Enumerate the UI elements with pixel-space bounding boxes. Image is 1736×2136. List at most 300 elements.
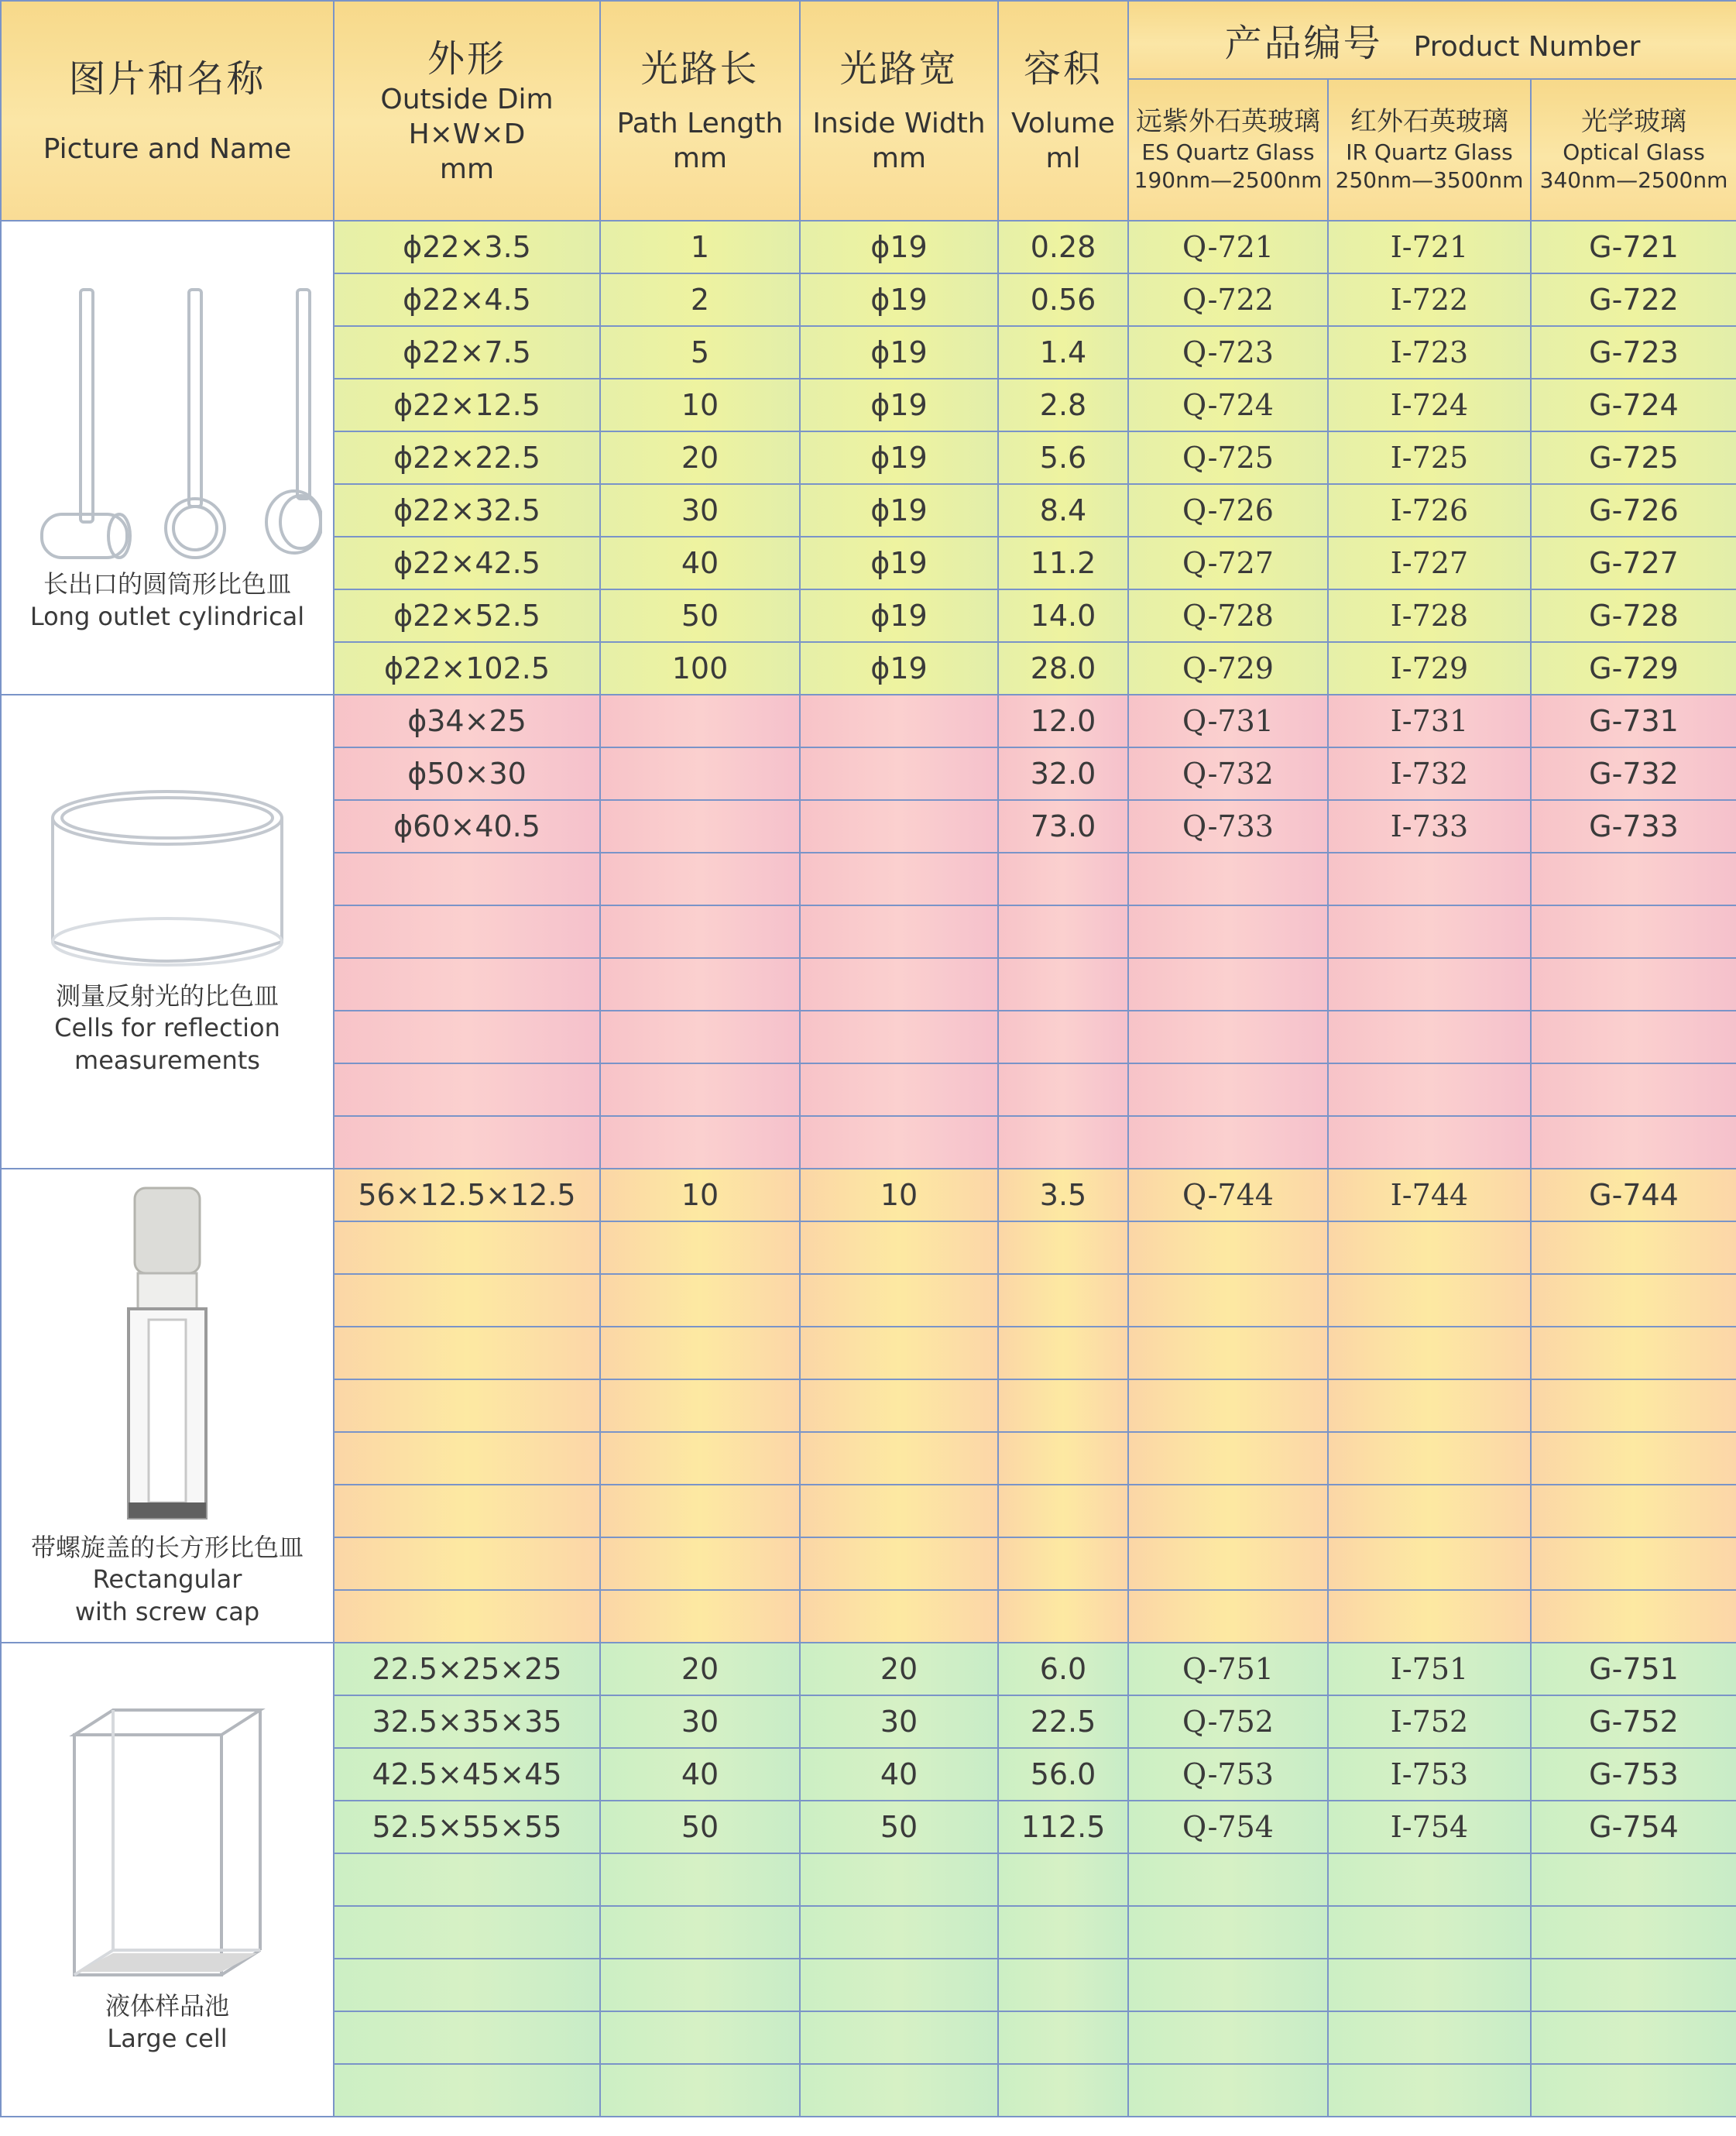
- cell-inside-width: [800, 1221, 998, 1274]
- cell-ir-quartz-number: I-729: [1328, 642, 1531, 695]
- cell-path-length: [600, 1906, 800, 1959]
- cell-es-quartz-number: Q-722: [1128, 273, 1328, 326]
- cell-inside-width: 50: [800, 1801, 998, 1853]
- cell-outside-dim: [334, 1379, 600, 1432]
- cell-outside-dim: [334, 1590, 600, 1643]
- cell-outside-dim: [334, 958, 600, 1011]
- cell-outside-dim: 22.5×25×25: [334, 1643, 600, 1695]
- cell-optical-glass-number: [1531, 1274, 1736, 1327]
- cell-path-length: [600, 2011, 800, 2064]
- cell-path-length: [600, 1221, 800, 1274]
- cell-volume: 2.8: [998, 379, 1128, 431]
- header-vol-cn: 容积: [1023, 47, 1103, 91]
- cell-es-quartz-number: [1128, 1011, 1328, 1063]
- cell-ir-quartz-number: [1328, 1590, 1531, 1643]
- cell-optical-glass-number: [1531, 2011, 1736, 2064]
- cell-outside-dim: [334, 1063, 600, 1116]
- cell-path-length: [600, 747, 800, 800]
- cell-optical-glass-number: G-753: [1531, 1748, 1736, 1801]
- cell-ir-quartz-number: I-753: [1328, 1748, 1531, 1801]
- product-name-cn: 液体样品池: [105, 1991, 229, 2021]
- product-name-en: Cells for reflection: [54, 1013, 280, 1043]
- header-es-quartz: [1128, 79, 1328, 221]
- header-path-length: [600, 1, 800, 221]
- cell-inside-width: [800, 1274, 998, 1327]
- header-width-en: Inside Width: [812, 108, 986, 139]
- header-product-number: [1128, 1, 1736, 79]
- cell-volume: 8.4: [998, 484, 1128, 537]
- cell-inside-width: ϕ19: [800, 221, 998, 273]
- header-vol-en: Volume: [1011, 108, 1115, 139]
- cell-ir-quartz-number: [1328, 1011, 1531, 1063]
- cell-es-quartz-number: [1128, 2011, 1328, 2064]
- cell-volume: [998, 1537, 1128, 1590]
- cell-volume: [998, 1327, 1128, 1379]
- cell-outside-dim: ϕ34×25: [334, 695, 600, 747]
- cell-es-quartz-number: Q-733: [1128, 800, 1328, 853]
- cell-path-length: 5: [600, 326, 800, 379]
- cell-volume: [998, 1221, 1128, 1274]
- cell-es-quartz-number: Q-752: [1128, 1695, 1328, 1748]
- cell-volume: 112.5: [998, 1801, 1128, 1853]
- cell-optical-glass-number: G-733: [1531, 800, 1736, 853]
- cell-ir-quartz-number: I-754: [1328, 1801, 1531, 1853]
- cell-path-length: [600, 2064, 800, 2117]
- large-cell-image: [67, 1704, 268, 1983]
- cell-inside-width: [800, 1379, 998, 1432]
- cell-outside-dim: [334, 1853, 600, 1906]
- cell-volume: 32.0: [998, 747, 1128, 800]
- cell-inside-width: [800, 2064, 998, 2117]
- header-es-en: ES Quartz Glass: [1141, 139, 1315, 166]
- cell-optical-glass-number: G-721: [1531, 221, 1736, 273]
- cell-path-length: 20: [600, 431, 800, 484]
- cell-volume: [998, 1379, 1128, 1432]
- cell-path-length: [600, 800, 800, 853]
- cell-es-quartz-number: [1128, 853, 1328, 905]
- header-dim-hwd: H×W×D: [408, 118, 526, 150]
- cell-optical-glass-number: [1531, 1537, 1736, 1590]
- header-pn-en: Product Number: [1413, 30, 1641, 63]
- cell-path-length: [600, 1432, 800, 1485]
- cell-outside-dim: ϕ22×3.5: [334, 221, 600, 273]
- cell-outside-dim: ϕ22×4.5: [334, 273, 600, 326]
- cell-inside-width: [800, 1853, 998, 1906]
- cell-path-length: [600, 1327, 800, 1379]
- spec-table-body: [1, 221, 1736, 2117]
- cell-es-quartz-number: [1128, 1063, 1328, 1116]
- table-row: [1, 1643, 1736, 1695]
- header-ir-range: 250nm—3500nm: [1335, 167, 1524, 194]
- table-row: [1, 221, 1736, 273]
- cell-inside-width: [800, 800, 998, 853]
- cell-inside-width: [800, 1432, 998, 1485]
- cell-optical-glass-number: G-723: [1531, 326, 1736, 379]
- cell-volume: 14.0: [998, 589, 1128, 642]
- product-name-en: Rectangular: [92, 1564, 242, 1595]
- picture-and-name-cell: [1, 1643, 334, 2117]
- cell-es-quartz-number: Q-724: [1128, 379, 1328, 431]
- cell-optical-glass-number: G-727: [1531, 537, 1736, 589]
- cell-es-quartz-number: [1128, 958, 1328, 1011]
- cell-volume: [998, 2064, 1128, 2117]
- cell-es-quartz-number: [1128, 1959, 1328, 2011]
- cell-es-quartz-number: Q-751: [1128, 1643, 1328, 1695]
- cell-optical-glass-number: [1531, 1485, 1736, 1537]
- cell-inside-width: [800, 1485, 998, 1537]
- cell-optical-glass-number: [1531, 853, 1736, 905]
- cell-es-quartz-number: Q-728: [1128, 589, 1328, 642]
- cell-outside-dim: 42.5×45×45: [334, 1748, 600, 1801]
- cell-optical-glass-number: [1531, 1116, 1736, 1169]
- cell-path-length: [600, 1853, 800, 1906]
- cell-path-length: 1: [600, 221, 800, 273]
- cell-volume: [998, 1274, 1128, 1327]
- product-name-cn: 长出口的圆筒形比色皿: [43, 569, 291, 599]
- cell-ir-quartz-number: [1328, 1906, 1531, 1959]
- product-name-en-line2: measurements: [74, 1045, 260, 1075]
- cell-es-quartz-number: [1128, 1432, 1328, 1485]
- header-picture-and-name: [1, 1, 334, 221]
- cell-path-length: [600, 853, 800, 905]
- cell-optical-glass-number: G-725: [1531, 431, 1736, 484]
- cell-optical-glass-number: [1531, 905, 1736, 958]
- header-path-en: Path Length: [616, 108, 784, 139]
- cell-inside-width: ϕ19: [800, 484, 998, 537]
- cell-outside-dim: ϕ50×30: [334, 747, 600, 800]
- cell-outside-dim: 56×12.5×12.5: [334, 1169, 600, 1221]
- cell-es-quartz-number: Q-729: [1128, 642, 1328, 695]
- cell-outside-dim: [334, 1011, 600, 1063]
- product-name-en-line2: with screw cap: [74, 1596, 260, 1626]
- cell-inside-width: ϕ19: [800, 642, 998, 695]
- cell-optical-glass-number: [1531, 958, 1736, 1011]
- cell-es-quartz-number: Q-723: [1128, 326, 1328, 379]
- product-name-en: Large cell: [107, 2024, 228, 2053]
- cell-es-quartz-number: [1128, 1274, 1328, 1327]
- cell-outside-dim: [334, 905, 600, 958]
- cell-volume: [998, 1959, 1128, 2011]
- cell-optical-glass-number: [1531, 1432, 1736, 1485]
- cell-optical-glass-number: G-754: [1531, 1801, 1736, 1853]
- cell-outside-dim: [334, 2011, 600, 2064]
- cell-outside-dim: [334, 1906, 600, 1959]
- cell-optical-glass-number: G-722: [1531, 273, 1736, 326]
- cell-volume: 56.0: [998, 1748, 1128, 1801]
- cell-inside-width: [800, 1327, 998, 1379]
- cell-ir-quartz-number: [1328, 2011, 1531, 2064]
- cell-optical-glass-number: [1531, 1959, 1736, 2011]
- table-row: [1, 695, 1736, 747]
- cell-inside-width: [800, 1063, 998, 1116]
- cell-path-length: 100: [600, 642, 800, 695]
- cell-path-length: [600, 1590, 800, 1643]
- header-dim-cn: 外形: [427, 36, 506, 81]
- header-pn-cn: 产品编号: [1224, 21, 1383, 65]
- cell-inside-width: ϕ19: [800, 326, 998, 379]
- cell-volume: [998, 1063, 1128, 1116]
- cell-outside-dim: ϕ22×7.5: [334, 326, 600, 379]
- cell-optical-glass-number: [1531, 1853, 1736, 1906]
- header-path-unit: mm: [672, 143, 728, 174]
- cell-ir-quartz-number: [1328, 905, 1531, 958]
- cell-ir-quartz-number: I-732: [1328, 747, 1531, 800]
- cell-optical-glass-number: G-744: [1531, 1169, 1736, 1221]
- cell-es-quartz-number: [1128, 1116, 1328, 1169]
- cell-ir-quartz-number: I-726: [1328, 484, 1531, 537]
- cell-ir-quartz-number: [1328, 2064, 1531, 2117]
- header-opt-cn: 光学玻璃: [1581, 105, 1687, 137]
- cell-path-length: [600, 905, 800, 958]
- header-ir-cn: 红外石英玻璃: [1350, 105, 1508, 137]
- cell-es-quartz-number: Q-727: [1128, 537, 1328, 589]
- cell-volume: [998, 958, 1128, 1011]
- cell-path-length: 50: [600, 1801, 800, 1853]
- cell-volume: [998, 1590, 1128, 1643]
- header-width-cn: 光路宽: [839, 47, 959, 91]
- cell-es-quartz-number: [1128, 1853, 1328, 1906]
- header-vol-unit: ml: [1045, 143, 1081, 174]
- cell-optical-glass-number: G-732: [1531, 747, 1736, 800]
- cell-ir-quartz-number: [1328, 1379, 1531, 1432]
- cell-volume: 5.6: [998, 431, 1128, 484]
- cell-inside-width: [800, 2011, 998, 2064]
- cell-volume: 22.5: [998, 1695, 1128, 1748]
- cell-ir-quartz-number: [1328, 1432, 1531, 1485]
- cell-ir-quartz-number: I-721: [1328, 221, 1531, 273]
- cell-inside-width: [800, 958, 998, 1011]
- cell-ir-quartz-number: I-725: [1328, 431, 1531, 484]
- product-name-cn: 带螺旋盖的长方形比色皿: [30, 1532, 304, 1562]
- cell-volume: 1.4: [998, 326, 1128, 379]
- cell-es-quartz-number: [1128, 905, 1328, 958]
- cell-volume: [998, 853, 1128, 905]
- header-picture-cn: 图片和名称: [68, 57, 266, 101]
- cell-volume: 0.28: [998, 221, 1128, 273]
- cell-volume: 12.0: [998, 695, 1128, 747]
- cell-es-quartz-number: [1128, 1221, 1328, 1274]
- cell-outside-dim: ϕ22×42.5: [334, 537, 600, 589]
- cell-optical-glass-number: [1531, 1906, 1736, 1959]
- cell-path-length: [600, 1011, 800, 1063]
- header-dim-en: Outside Dim: [380, 83, 554, 115]
- cell-path-length: [600, 695, 800, 747]
- cell-es-quartz-number: [1128, 1327, 1328, 1379]
- cell-outside-dim: ϕ22×52.5: [334, 589, 600, 642]
- cell-inside-width: [800, 1590, 998, 1643]
- cell-path-length: [600, 1116, 800, 1169]
- cell-inside-width: [800, 1959, 998, 2011]
- cell-ir-quartz-number: I-722: [1328, 273, 1531, 326]
- header-inside-width: [800, 1, 998, 221]
- cell-outside-dim: [334, 1274, 600, 1327]
- long-outlet-cylindrical-cells-image: [12, 282, 322, 561]
- cell-outside-dim: [334, 1327, 600, 1379]
- cell-inside-width: ϕ19: [800, 273, 998, 326]
- cell-es-quartz-number: [1128, 1379, 1328, 1432]
- cell-outside-dim: [334, 1221, 600, 1274]
- cell-volume: [998, 1485, 1128, 1537]
- cell-inside-width: ϕ19: [800, 379, 998, 431]
- header-width-unit: mm: [871, 143, 927, 174]
- cell-path-length: 2: [600, 273, 800, 326]
- cell-optical-glass-number: [1531, 1063, 1736, 1116]
- cell-outside-dim: [334, 1537, 600, 1590]
- cell-outside-dim: ϕ22×12.5: [334, 379, 600, 431]
- cell-inside-width: [800, 695, 998, 747]
- cell-inside-width: [800, 905, 998, 958]
- header-path-cn: 光路长: [640, 47, 760, 91]
- cell-es-quartz-number: Q-744: [1128, 1169, 1328, 1221]
- cell-volume: [998, 1116, 1128, 1169]
- table-row: [1, 1169, 1736, 1221]
- cell-es-quartz-number: Q-754: [1128, 1801, 1328, 1853]
- header-picture-en: Picture and Name: [43, 132, 292, 165]
- cell-ir-quartz-number: I-728: [1328, 589, 1531, 642]
- cell-path-length: [600, 958, 800, 1011]
- cell-volume: [998, 1906, 1128, 1959]
- header-opt-range: 340nm—2500nm: [1539, 167, 1728, 194]
- cell-inside-width: ϕ19: [800, 431, 998, 484]
- cell-outside-dim: [334, 1432, 600, 1485]
- cell-es-quartz-number: Q-726: [1128, 484, 1328, 537]
- cell-path-length: [600, 1959, 800, 2011]
- cell-inside-width: 10: [800, 1169, 998, 1221]
- cell-ir-quartz-number: [1328, 1327, 1531, 1379]
- cell-volume: 11.2: [998, 537, 1128, 589]
- cell-outside-dim: [334, 1485, 600, 1537]
- header-optical-glass: [1531, 79, 1736, 221]
- cell-optical-glass-number: G-724: [1531, 379, 1736, 431]
- cell-outside-dim: ϕ22×32.5: [334, 484, 600, 537]
- cell-ir-quartz-number: [1328, 1485, 1531, 1537]
- cell-volume: [998, 905, 1128, 958]
- cell-path-length: 40: [600, 1748, 800, 1801]
- cell-outside-dim: [334, 853, 600, 905]
- cell-optical-glass-number: [1531, 2064, 1736, 2117]
- cell-optical-glass-number: [1531, 1379, 1736, 1432]
- cell-outside-dim: [334, 1116, 600, 1169]
- cell-inside-width: [800, 1116, 998, 1169]
- cell-volume: 3.5: [998, 1169, 1128, 1221]
- cell-es-quartz-number: [1128, 1590, 1328, 1643]
- header-es-cn: 远紫外石英玻璃: [1136, 105, 1320, 137]
- cell-ir-quartz-number: I-731: [1328, 695, 1531, 747]
- cell-optical-glass-number: G-726: [1531, 484, 1736, 537]
- cell-path-length: [600, 1379, 800, 1432]
- cell-ir-quartz-number: I-724: [1328, 379, 1531, 431]
- cell-inside-width: ϕ19: [800, 537, 998, 589]
- cell-optical-glass-number: G-752: [1531, 1695, 1736, 1748]
- header-outside-dim: [334, 1, 600, 221]
- cell-volume: 6.0: [998, 1643, 1128, 1695]
- cell-optical-glass-number: [1531, 1590, 1736, 1643]
- cell-outside-dim: 52.5×55×55: [334, 1801, 600, 1853]
- cell-inside-width: [800, 747, 998, 800]
- cell-es-quartz-number: Q-732: [1128, 747, 1328, 800]
- cell-optical-glass-number: [1531, 1327, 1736, 1379]
- cell-ir-quartz-number: I-744: [1328, 1169, 1531, 1221]
- reflection-cell-image: [43, 787, 291, 973]
- header-ir-quartz: [1328, 79, 1531, 221]
- cell-optical-glass-number: [1531, 1011, 1736, 1063]
- cell-inside-width: [800, 1537, 998, 1590]
- cell-path-length: 20: [600, 1643, 800, 1695]
- cell-optical-glass-number: G-728: [1531, 589, 1736, 642]
- cell-path-length: 40: [600, 537, 800, 589]
- cell-ir-quartz-number: [1328, 1116, 1531, 1169]
- cell-path-length: 50: [600, 589, 800, 642]
- cell-outside-dim: [334, 2064, 600, 2117]
- cell-es-quartz-number: [1128, 1906, 1328, 1959]
- header-opt-en: Optical Glass: [1563, 139, 1705, 166]
- cell-ir-quartz-number: [1328, 1959, 1531, 2011]
- cell-es-quartz-number: Q-721: [1128, 221, 1328, 273]
- cell-path-length: 10: [600, 1169, 800, 1221]
- cell-volume: 28.0: [998, 642, 1128, 695]
- cell-inside-width: 40: [800, 1748, 998, 1801]
- cell-volume: 0.56: [998, 273, 1128, 326]
- cell-outside-dim: ϕ60×40.5: [334, 800, 600, 853]
- cell-path-length: [600, 1537, 800, 1590]
- screw-cap-rectangular-cell-image: [105, 1183, 229, 1524]
- cell-volume: [998, 1853, 1128, 1906]
- cell-es-quartz-number: Q-753: [1128, 1748, 1328, 1801]
- cell-ir-quartz-number: I-727: [1328, 537, 1531, 589]
- cell-path-length: [600, 1274, 800, 1327]
- cell-path-length: 10: [600, 379, 800, 431]
- cell-path-length: 30: [600, 484, 800, 537]
- cell-volume: [998, 1011, 1128, 1063]
- cell-ir-quartz-number: [1328, 1221, 1531, 1274]
- header-dim-unit: mm: [439, 153, 495, 185]
- cell-inside-width: [800, 1011, 998, 1063]
- picture-and-name-cell: [1, 695, 334, 1169]
- cell-path-length: [600, 1063, 800, 1116]
- cell-inside-width: [800, 853, 998, 905]
- product-name-cn: 测量反射光的比色皿: [55, 980, 279, 1011]
- cell-es-quartz-number: [1128, 1485, 1328, 1537]
- cell-inside-width: 20: [800, 1643, 998, 1695]
- cell-outside-dim: ϕ22×102.5: [334, 642, 600, 695]
- cell-optical-glass-number: G-731: [1531, 695, 1736, 747]
- cell-ir-quartz-number: [1328, 853, 1531, 905]
- cell-ir-quartz-number: I-752: [1328, 1695, 1531, 1748]
- product-name-en: Long outlet cylindrical: [29, 602, 305, 631]
- cell-path-length: 30: [600, 1695, 800, 1748]
- header-volume: [998, 1, 1128, 221]
- cell-ir-quartz-number: [1328, 1274, 1531, 1327]
- cell-ir-quartz-number: I-751: [1328, 1643, 1531, 1695]
- cell-es-quartz-number: [1128, 1537, 1328, 1590]
- cell-outside-dim: ϕ22×22.5: [334, 431, 600, 484]
- cell-ir-quartz-number: I-723: [1328, 326, 1531, 379]
- cell-ir-quartz-number: [1328, 1853, 1531, 1906]
- cell-es-quartz-number: Q-731: [1128, 695, 1328, 747]
- cell-es-quartz-number: Q-725: [1128, 431, 1328, 484]
- cell-volume: 73.0: [998, 800, 1128, 853]
- cell-ir-quartz-number: [1328, 1063, 1531, 1116]
- cell-outside-dim: [334, 1959, 600, 2011]
- header-ir-en: IR Quartz Glass: [1346, 139, 1513, 166]
- header-es-range: 190nm—2500nm: [1134, 167, 1323, 194]
- cell-outside-dim: 32.5×35×35: [334, 1695, 600, 1748]
- cell-ir-quartz-number: [1328, 958, 1531, 1011]
- cell-volume: [998, 1432, 1128, 1485]
- cell-path-length: [600, 1485, 800, 1537]
- cell-inside-width: [800, 1906, 998, 1959]
- picture-and-name-cell: [1, 221, 334, 695]
